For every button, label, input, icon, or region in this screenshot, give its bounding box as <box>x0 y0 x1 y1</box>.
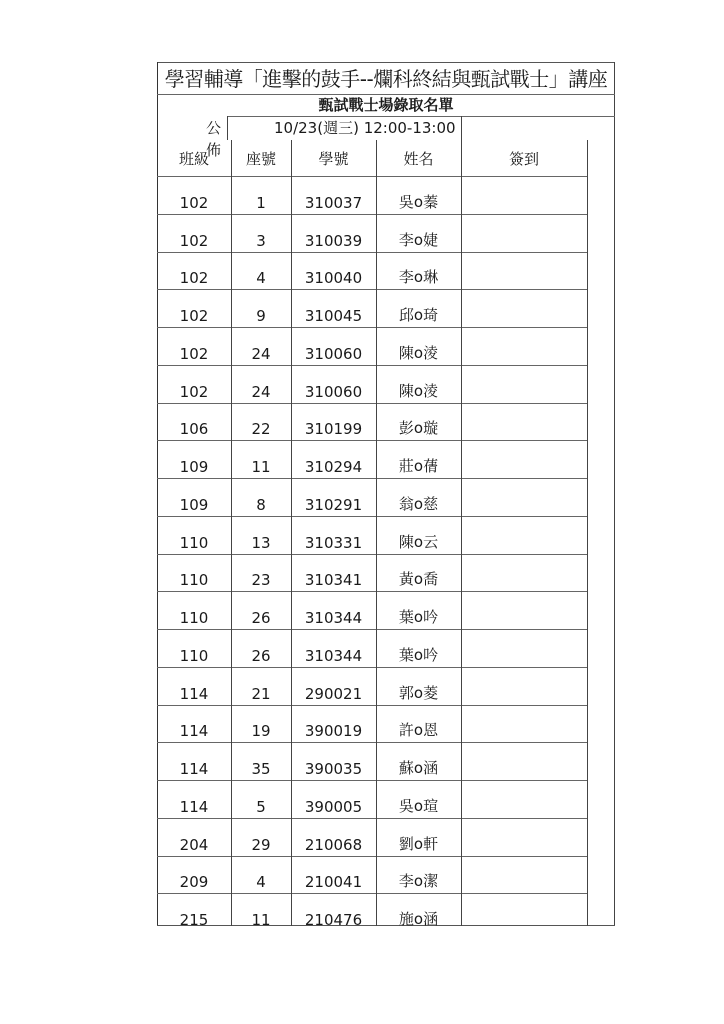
divider <box>157 289 587 290</box>
divider <box>157 780 587 781</box>
table-row <box>157 403 587 441</box>
cell-seat: 8 <box>256 495 266 514</box>
cell-id: 310040 <box>304 269 363 288</box>
cell-seat: 13 <box>251 533 271 552</box>
place-label: 公佈 <box>206 119 222 159</box>
cell-class: 114 <box>179 722 209 741</box>
table-row <box>157 780 587 818</box>
table-row <box>157 327 587 365</box>
cell-seat: 1 <box>256 193 266 212</box>
divider <box>157 554 587 555</box>
cell-seat: 23 <box>251 571 271 590</box>
frame-top-border <box>157 62 615 63</box>
cell-sign[interactable] <box>461 742 587 780</box>
cell-seat: 35 <box>251 760 271 778</box>
cell-id: 310331 <box>304 533 363 552</box>
divider <box>157 327 587 328</box>
cell-id: 310199 <box>304 420 363 439</box>
cell-class: 114 <box>179 797 209 816</box>
divider <box>157 742 587 743</box>
cell-class: 114 <box>179 760 209 778</box>
cell-id: 210041 <box>304 873 363 892</box>
table-row <box>157 667 587 705</box>
table-row <box>157 176 587 214</box>
cell-name: 施o涵 <box>398 910 439 928</box>
cell-id: 310291 <box>304 495 363 514</box>
table-row <box>157 742 587 780</box>
cell-sign[interactable] <box>461 289 587 327</box>
cell-id: 390005 <box>304 797 363 816</box>
cell-class: 106 <box>179 420 209 439</box>
cell-sign[interactable] <box>461 478 587 516</box>
cell-sign[interactable] <box>461 516 587 554</box>
divider <box>157 214 587 215</box>
cell-seat: 4 <box>256 269 266 288</box>
cell-name: 葉o吟 <box>398 645 439 664</box>
table-row <box>157 893 587 931</box>
column-divider <box>291 140 292 926</box>
table-row <box>157 856 587 894</box>
cell-class: 209 <box>179 873 209 892</box>
cell-class: 114 <box>179 684 209 703</box>
cell-id: 290021 <box>304 684 363 703</box>
cell-name: 李o潔 <box>398 872 439 891</box>
cell-sign[interactable] <box>461 440 587 478</box>
cell-name: 翁o慈 <box>398 494 439 513</box>
cell-seat: 24 <box>251 382 271 401</box>
cell-name: 蘇o涵 <box>398 759 439 777</box>
table-header-row <box>157 140 587 176</box>
cell-id: 310039 <box>304 231 363 250</box>
cell-seat: 5 <box>256 797 266 816</box>
cell-name: 陳o淩 <box>398 343 439 362</box>
cell-id: 210068 <box>304 835 363 854</box>
cell-sign[interactable] <box>461 327 587 365</box>
cell-seat: 11 <box>251 911 271 929</box>
cell-id: 310060 <box>304 382 363 401</box>
cell-class: 109 <box>179 458 209 476</box>
cell-seat: 11 <box>251 458 271 476</box>
cell-name: 許o恩 <box>398 721 439 740</box>
divider <box>157 705 587 706</box>
divider <box>157 403 587 404</box>
divider <box>157 478 587 479</box>
table-row <box>157 478 587 516</box>
frame-right-border <box>614 62 615 926</box>
table-row <box>157 705 587 743</box>
cell-sign[interactable] <box>461 818 587 856</box>
cell-name: 陳o淩 <box>398 381 439 400</box>
column-header-class: 班級 <box>178 149 209 168</box>
cell-class: 102 <box>179 344 209 363</box>
cell-sign[interactable] <box>461 176 587 214</box>
divider <box>157 856 587 857</box>
cell-sign[interactable] <box>461 252 587 290</box>
cell-id: 310344 <box>304 609 363 627</box>
cell-id: 310045 <box>304 307 363 325</box>
column-header-student-id: 學號 <box>318 149 349 168</box>
cell-seat: 29 <box>251 835 271 854</box>
table-row <box>157 440 587 478</box>
cell-sign[interactable] <box>461 403 587 441</box>
cell-class: 102 <box>179 193 209 212</box>
divider <box>157 893 587 894</box>
cell-id: 390019 <box>304 722 363 741</box>
cell-name: 郭o菱 <box>398 683 439 702</box>
cell-class: 204 <box>179 835 209 854</box>
cell-class: 110 <box>179 533 209 552</box>
cell-sign[interactable] <box>461 893 587 931</box>
divider <box>227 116 228 140</box>
divider <box>461 116 462 140</box>
divider <box>157 252 587 253</box>
cell-sign[interactable] <box>461 780 587 818</box>
cell-seat: 22 <box>251 420 271 439</box>
cell-seat: 3 <box>256 231 266 250</box>
cell-name: 黃o喬 <box>398 570 439 589</box>
cell-sign[interactable] <box>461 214 587 252</box>
cell-sign[interactable] <box>461 591 587 629</box>
cell-seat: 24 <box>251 344 271 363</box>
cell-seat: 26 <box>251 609 271 627</box>
divider <box>157 365 587 366</box>
table-row <box>157 365 587 403</box>
table-row <box>157 629 587 667</box>
cell-class: 110 <box>179 609 209 627</box>
table-row <box>157 289 587 327</box>
document-title: 學習輔導「進擊的鼓手--爛科終結與甄試戰士」講座 <box>164 67 608 91</box>
cell-class: 110 <box>179 571 209 590</box>
cell-id: 310037 <box>304 193 363 212</box>
cell-sign[interactable] <box>461 629 587 667</box>
divider <box>157 591 587 592</box>
cell-id: 210476 <box>304 911 363 929</box>
table-row <box>157 591 587 629</box>
cell-class: 102 <box>179 231 209 250</box>
cell-seat: 4 <box>256 873 266 892</box>
cell-name: 彭o璇 <box>398 419 439 438</box>
cell-name: 吳o蓁 <box>398 192 439 211</box>
table-row <box>157 516 587 554</box>
column-header-name: 姓名 <box>403 149 434 168</box>
cell-id: 390035 <box>304 760 363 778</box>
document-subtitle: 甄試戰士場錄取名單 <box>318 96 454 114</box>
divider <box>157 667 587 668</box>
divider <box>157 176 587 177</box>
cell-class: 109 <box>179 495 209 514</box>
divider <box>157 516 587 517</box>
cell-seat: 19 <box>251 722 271 741</box>
column-header-sign: 簽到 <box>508 149 539 168</box>
table-row <box>157 252 587 290</box>
divider <box>157 818 587 819</box>
column-divider <box>231 140 232 926</box>
cell-id: 310294 <box>304 458 363 476</box>
cell-name: 李o琳 <box>398 268 439 287</box>
column-header-seat: 座號 <box>245 149 276 168</box>
cell-name: 葉o吟 <box>398 608 439 626</box>
cell-name: 陳o云 <box>398 532 439 551</box>
cell-name: 莊o蒨 <box>398 457 439 475</box>
cell-class: 102 <box>179 307 209 325</box>
divider <box>157 440 587 441</box>
cell-seat: 9 <box>256 307 266 325</box>
cell-class: 102 <box>179 269 209 288</box>
cell-seat: 21 <box>251 684 271 703</box>
session-time: 10/23(週三) 12:00-13:00 <box>274 119 456 137</box>
column-divider <box>376 140 377 926</box>
cell-seat: 26 <box>251 646 271 665</box>
table-row <box>157 214 587 252</box>
table-row <box>157 554 587 592</box>
cell-class: 102 <box>179 382 209 401</box>
cell-id: 310341 <box>304 571 363 590</box>
roster-sheet <box>157 62 615 929</box>
divider <box>157 629 587 630</box>
cell-id: 310344 <box>304 646 363 665</box>
cell-class: 215 <box>179 911 209 929</box>
cell-sign[interactable] <box>461 667 587 705</box>
cell-name: 李o婕 <box>398 230 439 249</box>
cell-id: 310060 <box>304 344 363 363</box>
cell-class: 110 <box>179 646 209 665</box>
cell-sign[interactable] <box>461 856 587 894</box>
cell-sign[interactable] <box>461 705 587 743</box>
cell-name: 劉o軒 <box>398 834 439 853</box>
cell-name: 邱o琦 <box>398 306 439 324</box>
table-row <box>157 818 587 856</box>
column-divider <box>461 140 462 926</box>
cell-name: 吳o瑄 <box>398 796 439 815</box>
cell-sign[interactable] <box>461 365 587 403</box>
cell-sign[interactable] <box>461 554 587 592</box>
sign-column-border <box>587 140 588 926</box>
